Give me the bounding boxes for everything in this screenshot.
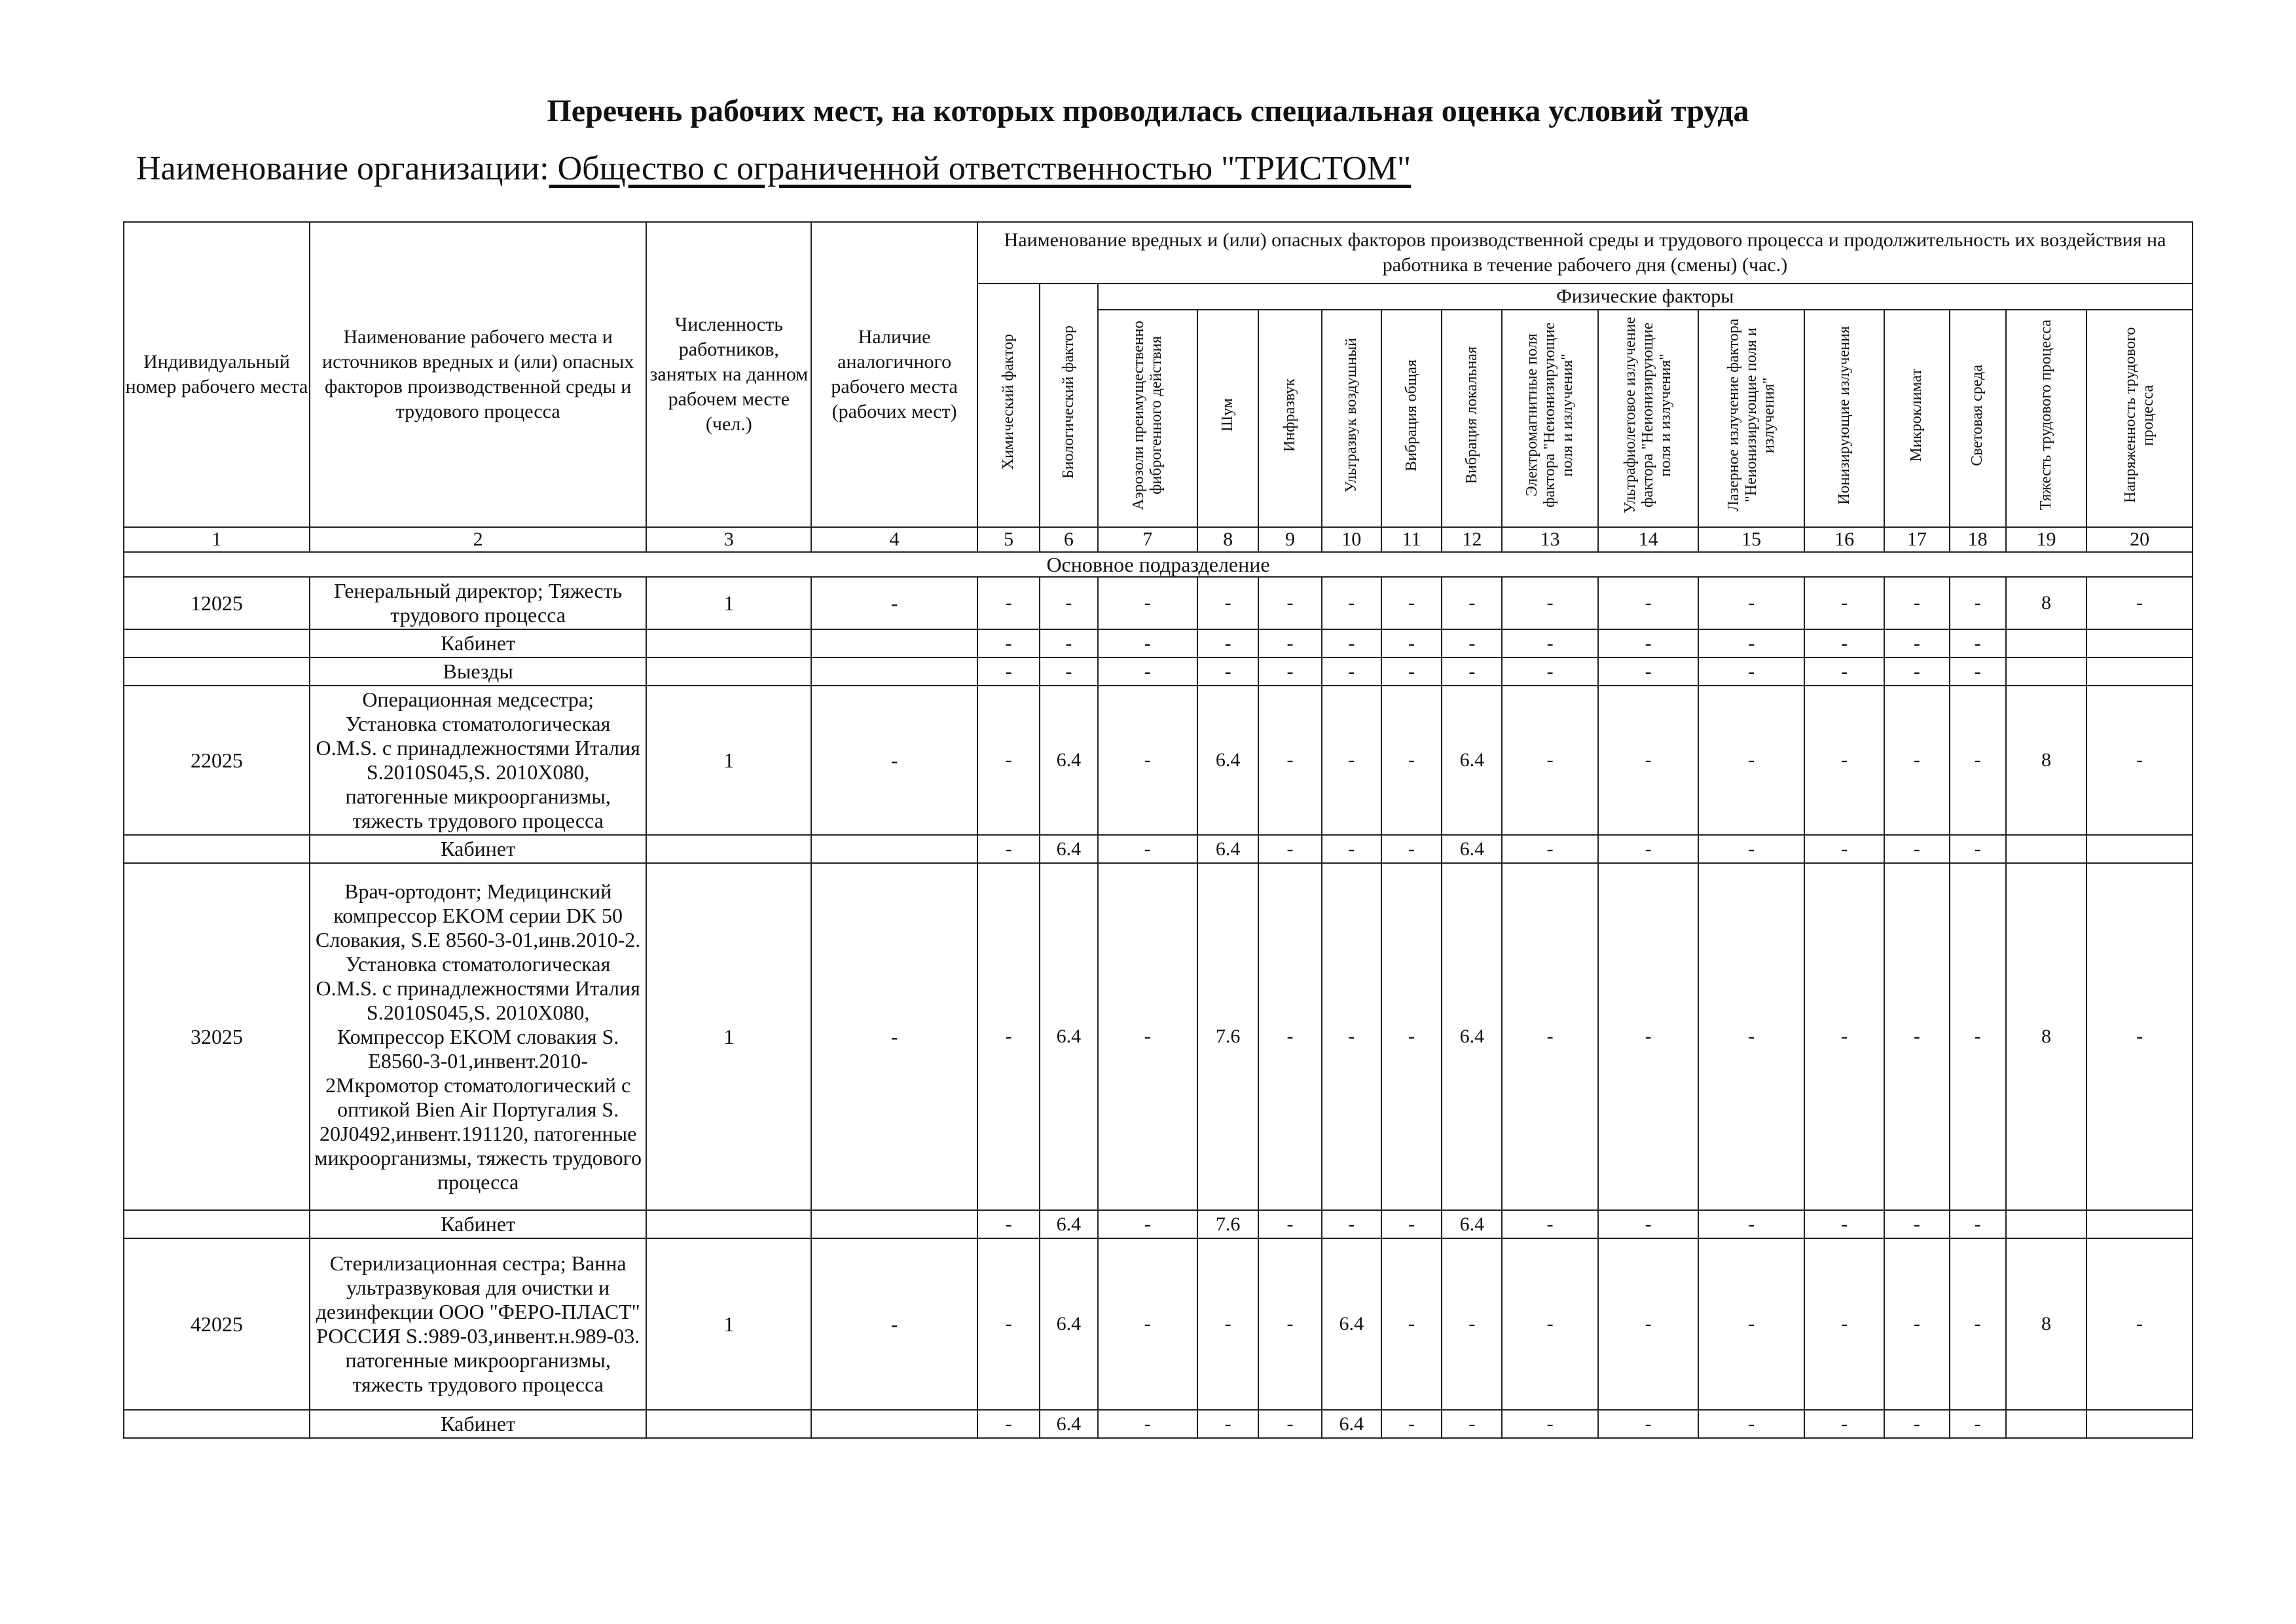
workplace-id — [124, 1210, 310, 1238]
factor-value: - — [1098, 657, 1197, 686]
workplace-name: Кабинет — [310, 1210, 647, 1238]
column-number: 12 — [1442, 527, 1502, 552]
factor-value: - — [1322, 577, 1381, 629]
factor-value: 6.4 — [1322, 1410, 1381, 1438]
analog-workplace: - — [811, 1238, 977, 1410]
factor-value: - — [1381, 863, 1442, 1210]
factor-value: - — [1598, 1210, 1698, 1238]
factor-value: - — [1698, 629, 1804, 657]
factor-value: 6.4 — [1040, 1410, 1097, 1438]
factor-value: - — [977, 835, 1040, 863]
factor-value: 6.4 — [1442, 686, 1502, 835]
factor-value: - — [2086, 686, 2193, 835]
factor-value: - — [977, 629, 1040, 657]
factor-value: - — [1804, 657, 1884, 686]
factor-value: - — [1598, 686, 1698, 835]
factor-value: - — [1698, 1210, 1804, 1238]
factor-value: - — [1698, 835, 1804, 863]
factor-value: - — [1381, 1210, 1442, 1238]
header-physical-factors: Физические факторы — [1098, 284, 2193, 310]
factor-value: - — [977, 657, 1040, 686]
workplace-name: Выезды — [310, 657, 647, 686]
factor-value: 6.4 — [1442, 1210, 1502, 1238]
factor-value: - — [1258, 686, 1321, 835]
factor-value: - — [1598, 1238, 1698, 1410]
factor-value: 8 — [2006, 686, 2086, 835]
analog-workplace — [811, 1410, 977, 1438]
factor-value: - — [1322, 863, 1381, 1210]
factor-value — [2086, 1210, 2193, 1238]
factor-value: - — [1598, 835, 1698, 863]
workplace-name: Стерилизационная сестра; Ванна ультразвуковая для очистки и дезинфекции ООО "ФЕРО-ПЛАСТ" РОССИЯ S.:989-03,инвент.н.989-03. патогенные микроорганизмы, тяжесть трудового процесса — [310, 1238, 647, 1410]
factor-value: - — [1950, 835, 2006, 863]
factor-value: - — [1502, 577, 1597, 629]
organization-name: Общество с ограниченной ответственностью "ТРИСТОМ" — [549, 150, 1412, 187]
header-factor-aerosols: Аэрозоли преимущественно фиброгенного действия — [1098, 310, 1197, 527]
worker-count: 1 — [646, 686, 811, 835]
factor-value: - — [1197, 1238, 1258, 1410]
factor-value — [2006, 1210, 2086, 1238]
factor-value: - — [1884, 657, 1949, 686]
worker-count: 1 — [646, 577, 811, 629]
factor-value: - — [1884, 629, 1949, 657]
factor-value: - — [1950, 1210, 2006, 1238]
factor-value: - — [1442, 577, 1502, 629]
factor-value: - — [1098, 1238, 1197, 1410]
factor-value: - — [977, 1410, 1040, 1438]
factor-value: - — [1502, 1238, 1597, 1410]
header-factor-biological: Биологический фактор — [1040, 284, 1097, 527]
factor-value: - — [1698, 1410, 1804, 1438]
factor-value: 8 — [2006, 1238, 2086, 1410]
factor-value: - — [1442, 1410, 1502, 1438]
factor-value: - — [1258, 863, 1321, 1210]
factor-value: 6.4 — [1040, 686, 1097, 835]
section-title: Основное подразделение — [124, 552, 2193, 577]
factor-value: - — [1098, 686, 1197, 835]
organization-line — [136, 149, 1411, 188]
worker-count — [646, 629, 811, 657]
factor-value: - — [1804, 686, 1884, 835]
workplace-id — [124, 657, 310, 686]
header-factor-chemical: Химический фактор — [977, 284, 1040, 527]
factor-value: - — [1258, 1238, 1321, 1410]
factor-value: - — [2086, 863, 2193, 1210]
header-factor-noise: Шум — [1197, 310, 1258, 527]
header-factor-lighting: Световая среда — [1950, 310, 2006, 527]
workplace-name: Врач-ортодонт; Медицинский компрессор EKOM серии DK 50 Словакия, S.E 8560-3-01,инв.2010-2. Установка стоматологическая O.M.S. с принадлежностями Италия S.2010S045,S. 2010X080, Компрессор EKOM словакия S. E8560-3-01,инвент.2010-2Мкромотор стоматологический с оптикой Bien Air Португалия S. 20J0492,инвент.191120, патогенные микроорганизмы, тяжесть трудового процесса — [310, 863, 647, 1210]
column-number: 18 — [1950, 527, 2006, 552]
analog-workplace: - — [811, 686, 977, 835]
factor-value: - — [1258, 1410, 1321, 1438]
factor-value: - — [1598, 657, 1698, 686]
factor-value: - — [1322, 1210, 1381, 1238]
factor-value: - — [1098, 1410, 1197, 1438]
workplace-name: Операционная медсестра; Установка стоматологическая O.M.S. с принадлежностями Италия S.2010S045,S. 2010X080, патогенные микроорганизмы, тяжесть трудового процесса — [310, 686, 647, 835]
column-number: 5 — [977, 527, 1040, 552]
factor-value — [2006, 657, 2086, 686]
factor-value: - — [1698, 863, 1804, 1210]
header-analog-workplace: Наличие аналогичного рабочего места (рабочих мест) — [811, 222, 977, 527]
factor-value: - — [1040, 629, 1097, 657]
column-number: 19 — [2006, 527, 2086, 552]
factor-value: - — [1950, 686, 2006, 835]
document-title: Перечень рабочих мест, на которых проводилась специальная оценка условий труда — [547, 94, 1749, 128]
factor-value: - — [1884, 863, 1949, 1210]
factor-value: - — [1442, 657, 1502, 686]
workplaces-table — [123, 221, 2193, 1439]
factor-value: - — [1804, 1238, 1884, 1410]
factor-value: - — [1502, 1410, 1597, 1438]
analog-workplace — [811, 1210, 977, 1238]
factor-value: - — [1322, 657, 1381, 686]
column-number: 16 — [1804, 527, 1884, 552]
factor-value: - — [1884, 1410, 1949, 1438]
factor-value — [2006, 629, 2086, 657]
factor-value: - — [1381, 686, 1442, 835]
worker-count: 1 — [646, 1238, 811, 1410]
table-row — [124, 1410, 2193, 1438]
factor-value: - — [1381, 629, 1442, 657]
factor-value: - — [1098, 835, 1197, 863]
header-workplace-name: Наименование рабочего места и источников вредных и (или) опасных факторов производственной среды и трудового процесса — [310, 222, 647, 527]
workplace-id: 32025 — [124, 863, 310, 1210]
factor-value: - — [1098, 629, 1197, 657]
factor-value: 6.4 — [1197, 686, 1258, 835]
factor-value: - — [1258, 629, 1321, 657]
workplace-name: Кабинет — [310, 629, 647, 657]
workplace-id — [124, 1410, 310, 1438]
factor-value: - — [1598, 577, 1698, 629]
analog-workplace: - — [811, 577, 977, 629]
factor-value: - — [1804, 835, 1884, 863]
factor-value: - — [1804, 629, 1884, 657]
factor-value: - — [1804, 577, 1884, 629]
factor-value: - — [1950, 1410, 2006, 1438]
header-workplace-number: Индивидуальный номер рабочего места — [124, 222, 310, 527]
table-row — [124, 686, 2193, 835]
table-row — [124, 577, 2193, 629]
worker-count — [646, 1210, 811, 1238]
header-factor-ionizing: Ионизирующие излучения — [1804, 310, 1884, 527]
factor-value: 7.6 — [1197, 1210, 1258, 1238]
header-factors-group: Наименование вредных и (или) опасных факторов производственной среды и трудового процесса и продолжительность их воздействия на работника в течение рабочего дня (смены) (час.) — [977, 222, 2193, 284]
factor-value: - — [1502, 1210, 1597, 1238]
header-factor-infrasound: Инфразвук — [1258, 310, 1321, 527]
table-row — [124, 1238, 2193, 1410]
factor-value: - — [1884, 1238, 1949, 1410]
workplace-id — [124, 629, 310, 657]
factor-value: 6.4 — [1040, 835, 1097, 863]
factor-value: - — [1098, 863, 1197, 1210]
factor-value — [2086, 657, 2193, 686]
header-factor-laser: Лазерное излучение фактора "Неионизирующие поля и излучения" — [1698, 310, 1804, 527]
factor-value — [2006, 1410, 2086, 1438]
factor-value: - — [1502, 657, 1597, 686]
factor-value: - — [1197, 629, 1258, 657]
factor-value — [2086, 835, 2193, 863]
factor-value: - — [1322, 686, 1381, 835]
factor-value: 6.4 — [1040, 1238, 1097, 1410]
factor-value: - — [1698, 577, 1804, 629]
factor-value: - — [1698, 1238, 1804, 1410]
factor-value: 6.4 — [1197, 835, 1258, 863]
factor-value: - — [1040, 577, 1097, 629]
workplace-id: 42025 — [124, 1238, 310, 1410]
factor-value: 7.6 — [1197, 863, 1258, 1210]
factor-value: - — [1502, 686, 1597, 835]
factor-value: 6.4 — [1322, 1238, 1381, 1410]
factor-value: 6.4 — [1442, 835, 1502, 863]
factor-value: - — [1381, 657, 1442, 686]
factor-value: - — [1950, 629, 2006, 657]
worker-count — [646, 657, 811, 686]
header-factor-uv: Ультрафиолетовое излучение фактора "Неионизирующие поля и излучения" — [1598, 310, 1698, 527]
factor-value: - — [977, 1238, 1040, 1410]
column-number: 13 — [1502, 527, 1597, 552]
factor-value: - — [1698, 657, 1804, 686]
factor-value: 8 — [2006, 577, 2086, 629]
workplace-name: Кабинет — [310, 1410, 647, 1438]
table-row — [124, 657, 2193, 686]
header-factor-local-vibration: Вибрация локальная — [1442, 310, 1502, 527]
table-row — [124, 863, 2193, 1210]
factor-value: - — [2086, 1238, 2193, 1410]
factor-value: - — [1598, 1410, 1698, 1438]
factor-value: - — [977, 1210, 1040, 1238]
factor-value: - — [1804, 1410, 1884, 1438]
column-numbers-row — [124, 527, 2193, 552]
factor-value: - — [1040, 657, 1097, 686]
factor-value: - — [1197, 1410, 1258, 1438]
analog-workplace — [811, 657, 977, 686]
header-factor-work-severity: Тяжесть трудового процесса — [2006, 310, 2086, 527]
factor-value: - — [977, 577, 1040, 629]
column-number: 10 — [1322, 527, 1381, 552]
factor-value: - — [1950, 657, 2006, 686]
header-factor-general-vibration: Вибрация общая — [1381, 310, 1442, 527]
factor-value: - — [1884, 1210, 1949, 1238]
factor-value: - — [1884, 577, 1949, 629]
analog-workplace — [811, 629, 977, 657]
factor-value: - — [977, 863, 1040, 1210]
column-number: 11 — [1381, 527, 1442, 552]
factor-value: - — [1502, 629, 1597, 657]
workplace-id: 12025 — [124, 577, 310, 629]
column-number: 14 — [1598, 527, 1698, 552]
factor-value: - — [1804, 1210, 1884, 1238]
worker-count: 1 — [646, 863, 811, 1210]
header-factor-emf: Электромагнитные поля фактора "Неионизирующие поля и излучения" — [1502, 310, 1597, 527]
factor-value: - — [1322, 835, 1381, 863]
factor-value: - — [1598, 863, 1698, 1210]
factor-value — [2006, 835, 2086, 863]
worker-count — [646, 1410, 811, 1438]
column-number: 4 — [811, 527, 977, 552]
header-factor-microclimate: Микроклимат — [1884, 310, 1949, 527]
factor-value: - — [1502, 835, 1597, 863]
factor-value: - — [1502, 863, 1597, 1210]
factor-value: - — [1950, 1238, 2006, 1410]
factor-value: - — [1381, 1410, 1442, 1438]
column-number: 3 — [646, 527, 811, 552]
worker-count — [646, 835, 811, 863]
factor-value: - — [2086, 577, 2193, 629]
analog-workplace: - — [811, 863, 977, 1210]
workplace-name: Генеральный директор; Тяжесть трудового процесса — [310, 577, 647, 629]
factor-value: - — [1884, 686, 1949, 835]
column-number: 7 — [1098, 527, 1197, 552]
factor-value: - — [1258, 1210, 1321, 1238]
factor-value — [2086, 1410, 2193, 1438]
column-number: 2 — [310, 527, 647, 552]
factor-value: - — [1381, 1238, 1442, 1410]
column-number: 6 — [1040, 527, 1097, 552]
workplace-name: Кабинет — [310, 835, 647, 863]
table-row — [124, 835, 2193, 863]
factor-value: - — [1698, 686, 1804, 835]
factor-value: - — [1381, 577, 1442, 629]
factor-value: - — [1098, 1210, 1197, 1238]
factor-value: - — [1442, 1238, 1502, 1410]
factor-value: 6.4 — [1442, 863, 1502, 1210]
column-number: 17 — [1884, 527, 1949, 552]
factor-value: - — [1950, 863, 2006, 1210]
factor-value: - — [1258, 835, 1321, 863]
header-factor-ultrasound: Ультразвук воздушный — [1322, 310, 1381, 527]
factor-value: - — [1197, 657, 1258, 686]
factor-value: - — [1598, 629, 1698, 657]
factor-value: - — [1098, 577, 1197, 629]
factor-value: - — [1258, 577, 1321, 629]
factor-value: - — [1884, 835, 1949, 863]
factor-value: - — [1804, 863, 1884, 1210]
workplace-id — [124, 835, 310, 863]
header-worker-count: Численность работников, занятых на данном рабочем месте (чел.) — [646, 222, 811, 527]
factor-value — [2086, 629, 2193, 657]
column-number: 15 — [1698, 527, 1804, 552]
factor-value: - — [1381, 835, 1442, 863]
analog-workplace — [811, 835, 977, 863]
factor-value: - — [977, 686, 1040, 835]
factor-value: 6.4 — [1040, 1210, 1097, 1238]
header-factor-work-intensity: Напряженность трудового процесса — [2086, 310, 2193, 527]
table-row — [124, 1210, 2193, 1238]
column-number: 20 — [2086, 527, 2193, 552]
factor-value: - — [1258, 657, 1321, 686]
table-row — [124, 629, 2193, 657]
factor-value: - — [1322, 629, 1381, 657]
column-number: 8 — [1197, 527, 1258, 552]
factor-value: - — [1950, 577, 2006, 629]
workplace-id: 22025 — [124, 686, 310, 835]
organization-label: Наименование организации: — [136, 150, 549, 187]
factor-value: 6.4 — [1040, 863, 1097, 1210]
column-number: 1 — [124, 527, 310, 552]
factor-value: - — [1442, 629, 1502, 657]
factor-value: - — [1197, 577, 1258, 629]
factor-value: 8 — [2006, 863, 2086, 1210]
column-number: 9 — [1258, 527, 1321, 552]
